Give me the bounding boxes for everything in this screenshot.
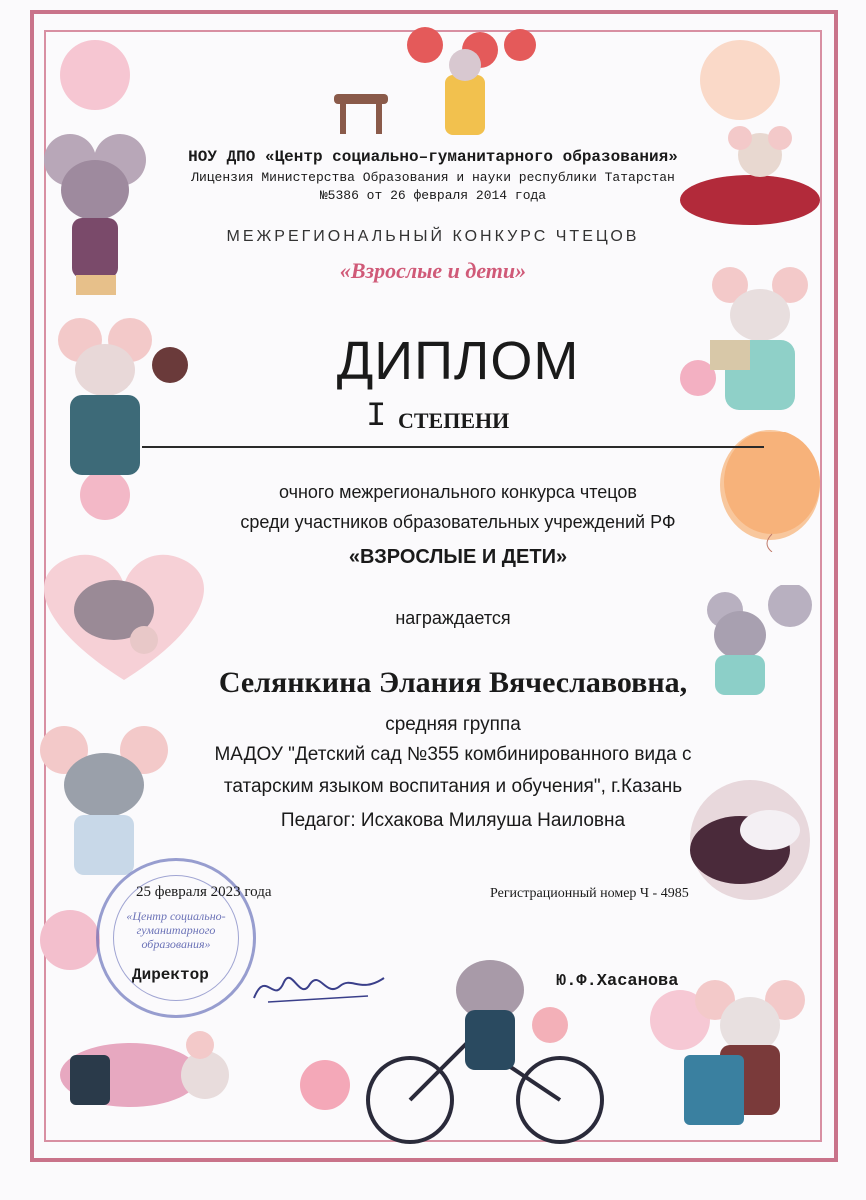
lantern-mouse-illustration [400,20,540,140]
mouse-striped-sweater-illustration [50,1015,230,1125]
director-name: Ю.Ф.Хасанова [556,972,679,991]
registration-number: Регистрационный номер Ч - 4985 [490,886,689,901]
stool-illustration [334,94,388,134]
degree-numeral: I [366,398,387,436]
recipient-name: Селянкина Элания Вячеславовна, [218,666,688,699]
description-line-1: очного межрегионального конкурса чтецов [278,482,637,502]
organization-stamp [96,858,256,1018]
org-name: НОУ ДПО «Центр социально–гуманитарного образования» [188,148,678,166]
recipient-group: средняя группа [385,714,521,735]
director-label: Директор [132,966,209,984]
contest-heading: МЕЖРЕГИОНАЛЬНЫЙ КОНКУРС ЧТЕЦОВ [226,228,640,245]
contest-name-caps: «ВЗРОСЛЫЕ И ДЕТИ» [348,546,568,568]
license-line-2: №5386 от 26 февраля 2014 года [319,188,547,203]
degree-word: СТЕПЕНИ [398,408,510,433]
awarded-label: награждается [395,608,511,628]
description-line-2: среди участников образовательных учреждений РФ [240,512,676,532]
title-divider [142,446,764,448]
contest-subtitle: «Взрослые и дети» [339,258,527,283]
mouse-bucket-illustration [680,975,810,1135]
license-line-1: Лицензия Министерства Образования и науки республики Татарстан [191,170,675,185]
school-line-1: МАДОУ "Детский сад №355 комбинированного вида с [214,744,692,765]
award-date: 25 февраля 2023 года [136,884,272,900]
school-line-2: татарским языком воспитания и обучения", г.Казань [223,776,683,797]
director-signature-icon [248,958,388,1012]
stamp-text: «Центр социально-гуманитарного образования» [126,909,226,951]
diploma-title: ДИПЛОМ [336,331,580,391]
bicycle-mice-illustration [360,930,610,1150]
teacher-line: Педагог: Исхакова Миляуша Наиловна [280,810,626,831]
